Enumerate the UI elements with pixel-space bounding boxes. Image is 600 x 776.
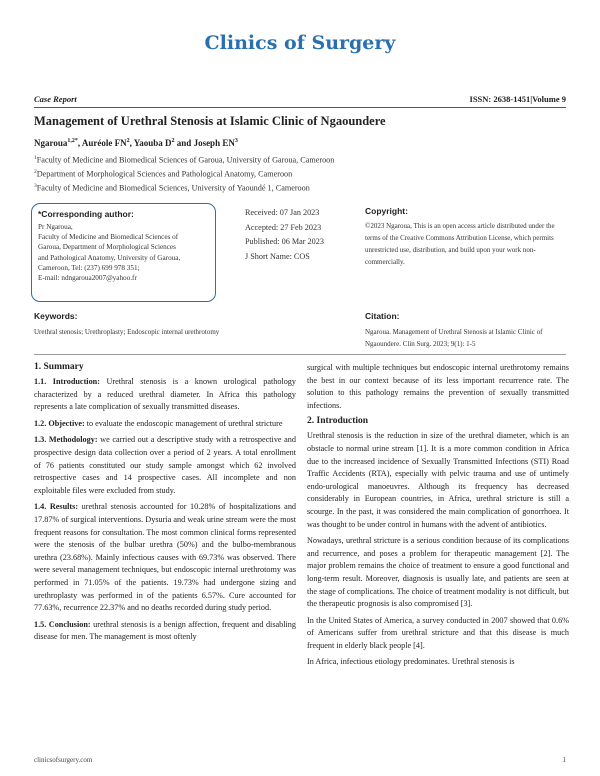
left-column (34, 362, 296, 648)
author-list (34, 138, 238, 148)
author-affil-mark: 2 (171, 138, 175, 144)
author-affil-mark: 3 (234, 138, 238, 144)
corresponding-email[interactable]: E-mail: ndngaroua2007@yahoo.fr (38, 274, 137, 283)
summary-paragraph (34, 418, 296, 431)
body-paragraph: In the United States of America, a survey conducted in 2007 showed that 0.6% of Americans suffer from urethral stricture and that this disease is much frequent in elderly black people [4]. (307, 615, 569, 650)
author-separator: , (129, 138, 134, 148)
affiliation-number: 1 (34, 155, 37, 161)
paragraph-label: 1.5. Conclusion: (34, 619, 91, 629)
article-dates (245, 206, 324, 264)
paragraph-text: Urethral stenosis is a known urological pathology characterized by a reduced urethral diameter. In Africa this pathology represents a late complication of sexually transmitted diseases. (34, 377, 296, 412)
author-separator: , (77, 138, 82, 148)
paragraph-text: to evaluate the endoscopic management of urethral stricture (84, 418, 283, 428)
page-footer (34, 756, 566, 764)
paragraph-text: urethral stenosis accounted for 10.28% of hospitalizations and 17.87% of surgical interventions. Dysuria and weak urine stream were the most frequent reasons for consultation. The most common clinical forms represented were the stenosis of the bulbar urethra (50%) and the bulbo-membranous urethra (23.68%). Mainly infectious causes with 69.73% was observed. There were several management techniques, but endoscopic internal urethrotomy was performed in 71.05% of the patients. 19.73% had undergone sizing and urethroplasty was performed in of the patients 6.57%. Cure accounted for 77.63%, recurrence 22.37% and no deaths recorded during study period. (34, 502, 297, 613)
corresponding-line: Cameroon, Tel: (237) 699 978 351; (38, 263, 140, 272)
summary-paragraph (34, 619, 296, 644)
introduction-heading: 2. Introduction (307, 416, 369, 427)
corresponding-line: Faculty of Medicine and Biomedical Sciences of (38, 233, 179, 242)
journal-title: Clinics of Surgery (204, 32, 396, 54)
body-paragraph: Urethral stenosis is the reduction in size of the urethral diameter, which is an obstacle to normal urine stream [1]. It is a more common condition in Africa due to the increased incidence of Sexually Transmitted Infections (STI) Road Traffic Accidents (RTA), especially with pelvic trauma and use of untimely endo-urological manoeuvres. Although its frequency has decreased considerably in European countries, in Africa, urethral stricture is still a scourge. In the past, it was considered the main complication of gonorrhoea. It was thought to be under control in humans with the advent of antibiotics. (307, 431, 569, 529)
affiliation-text: Faculty of Medicine and Biomedical Sciences of Garoua, University of Garoua, Cameroon (36, 155, 335, 165)
paragraph-label: 1.2. Objective: (34, 418, 85, 428)
citation-block (365, 311, 570, 350)
keywords-heading: Keywords: (34, 311, 78, 321)
affiliation-text: Department of Morphological Sciences and Pathological Anatomy, Cameroon (36, 169, 293, 179)
copyright-block (365, 206, 570, 268)
corresponding-line: Garoua, Department of Morphological Sciences (38, 243, 176, 252)
body-paragraph: In Africa, infectious etiology predominates. Urethral stenosis is (307, 657, 515, 667)
header-rule (34, 107, 566, 108)
author-name: Ngaroua (34, 138, 68, 148)
paragraph-text: we carried out a descriptive study with a retrospective and prospective design data collection over a period of 2 years. A total enrollment of 76 patients constituted our study sample amongst which 62 involved retrospective cases and 14 prospective cases. All incomplete and non exploitable files were excluded from study. (34, 435, 296, 495)
summary-heading: 1. Summary (34, 362, 84, 372)
footer-site-link[interactable]: clinicsofsurgery.com (34, 756, 93, 764)
right-column (307, 362, 569, 673)
paragraph-text: urethral stenosis is a benign affection, frequent and disabling disease for men. The management is most oftenly (34, 619, 296, 642)
article-type: Case Report (34, 94, 77, 104)
author-name: Joseph EN (193, 138, 235, 148)
author-name: Yaouba D (133, 138, 172, 148)
summary-paragraph (34, 434, 296, 497)
corresponding-line: and Pathological Anatomy, University of Garoua, (38, 253, 181, 262)
author-separator: and (174, 138, 194, 148)
section-rule (34, 354, 566, 355)
accepted-date: Accepted: 27 Feb 2023 (245, 222, 322, 232)
corresponding-author-heading: *Corresponding author: (38, 209, 134, 219)
issn-volume: ISSN: 2638-1451|Volume 9 (469, 94, 566, 104)
paragraph-label: 1.1. Introduction: (34, 377, 100, 386)
header-meta (34, 94, 566, 106)
author-affil-mark: 2 (126, 138, 130, 144)
affiliation (34, 169, 292, 179)
journal-short-name: J Short Name: COS (245, 251, 310, 261)
corresponding-author-box (31, 203, 216, 302)
keywords-block (34, 311, 234, 339)
affiliation-number: 3 (34, 183, 37, 189)
affiliation-text: Faculty of Medicine and Biomedical Sciences, University of Yaoundé 1, Cameroon (36, 183, 310, 193)
affiliation (34, 183, 310, 193)
continuation-paragraph: surgical with multiple techniques but endoscopic internal urethrotomy remains the best in our context because of its less important recurrence rate. The solution to this pathology remains the prevention of sexually transmitted infections. (307, 363, 569, 410)
citation-heading: Citation: (365, 311, 400, 321)
affiliation-number: 2 (34, 169, 37, 175)
page-number: 1 (562, 756, 566, 764)
summary-paragraph (34, 376, 296, 414)
summary-paragraph (34, 501, 296, 614)
copyright-text: ©2023 Ngaroua, This is an open access article distributed under the terms of the Creative Commons Attribution License, which permits unrestricted use, distribution, and build upon your work non-commercially. (365, 222, 555, 266)
author-affil-mark: 1,2* (67, 138, 78, 144)
paragraph-label: 1.4. Results: (34, 502, 79, 512)
corresponding-line: Pr Ngaroua, (38, 223, 73, 231)
author-name: Auréole FN (81, 138, 127, 148)
copyright-heading: Copyright: (365, 206, 408, 216)
citation-text: Ngaroua. Management of Urethral Stenosis at Islamic Clinic of Ngaoundere. Clin Surg. 2023; 9(1): 1-5 (365, 328, 543, 348)
paragraph-label: 1.3. Methodology: (34, 435, 98, 445)
keywords-text: Urethral stenosis; Urethroplasty; Endoscopic internal urethrotomy (34, 328, 220, 336)
affiliation (34, 155, 334, 165)
published-date: Published: 06 Mar 2023 (245, 237, 324, 246)
received-date: Received: 07 Jan 2023 (245, 208, 320, 217)
paper-title: Management of Urethral Stenosis at Islamic Clinic of Ngaoundere (34, 114, 386, 128)
body-paragraph: Nowadays, urethral stricture is a serious condition because of its complications and recurrence, and poses a problem for therapeutic management [2]. The major problem remains the choice of treatment to ensure a good functional and long-term result. Moreover, diagnosis is usually late, and patients are seen at the stage of complications. The choice of treatment modality is not difficult, but the therapeutic prognosis is also compromised [3]. (307, 536, 569, 609)
